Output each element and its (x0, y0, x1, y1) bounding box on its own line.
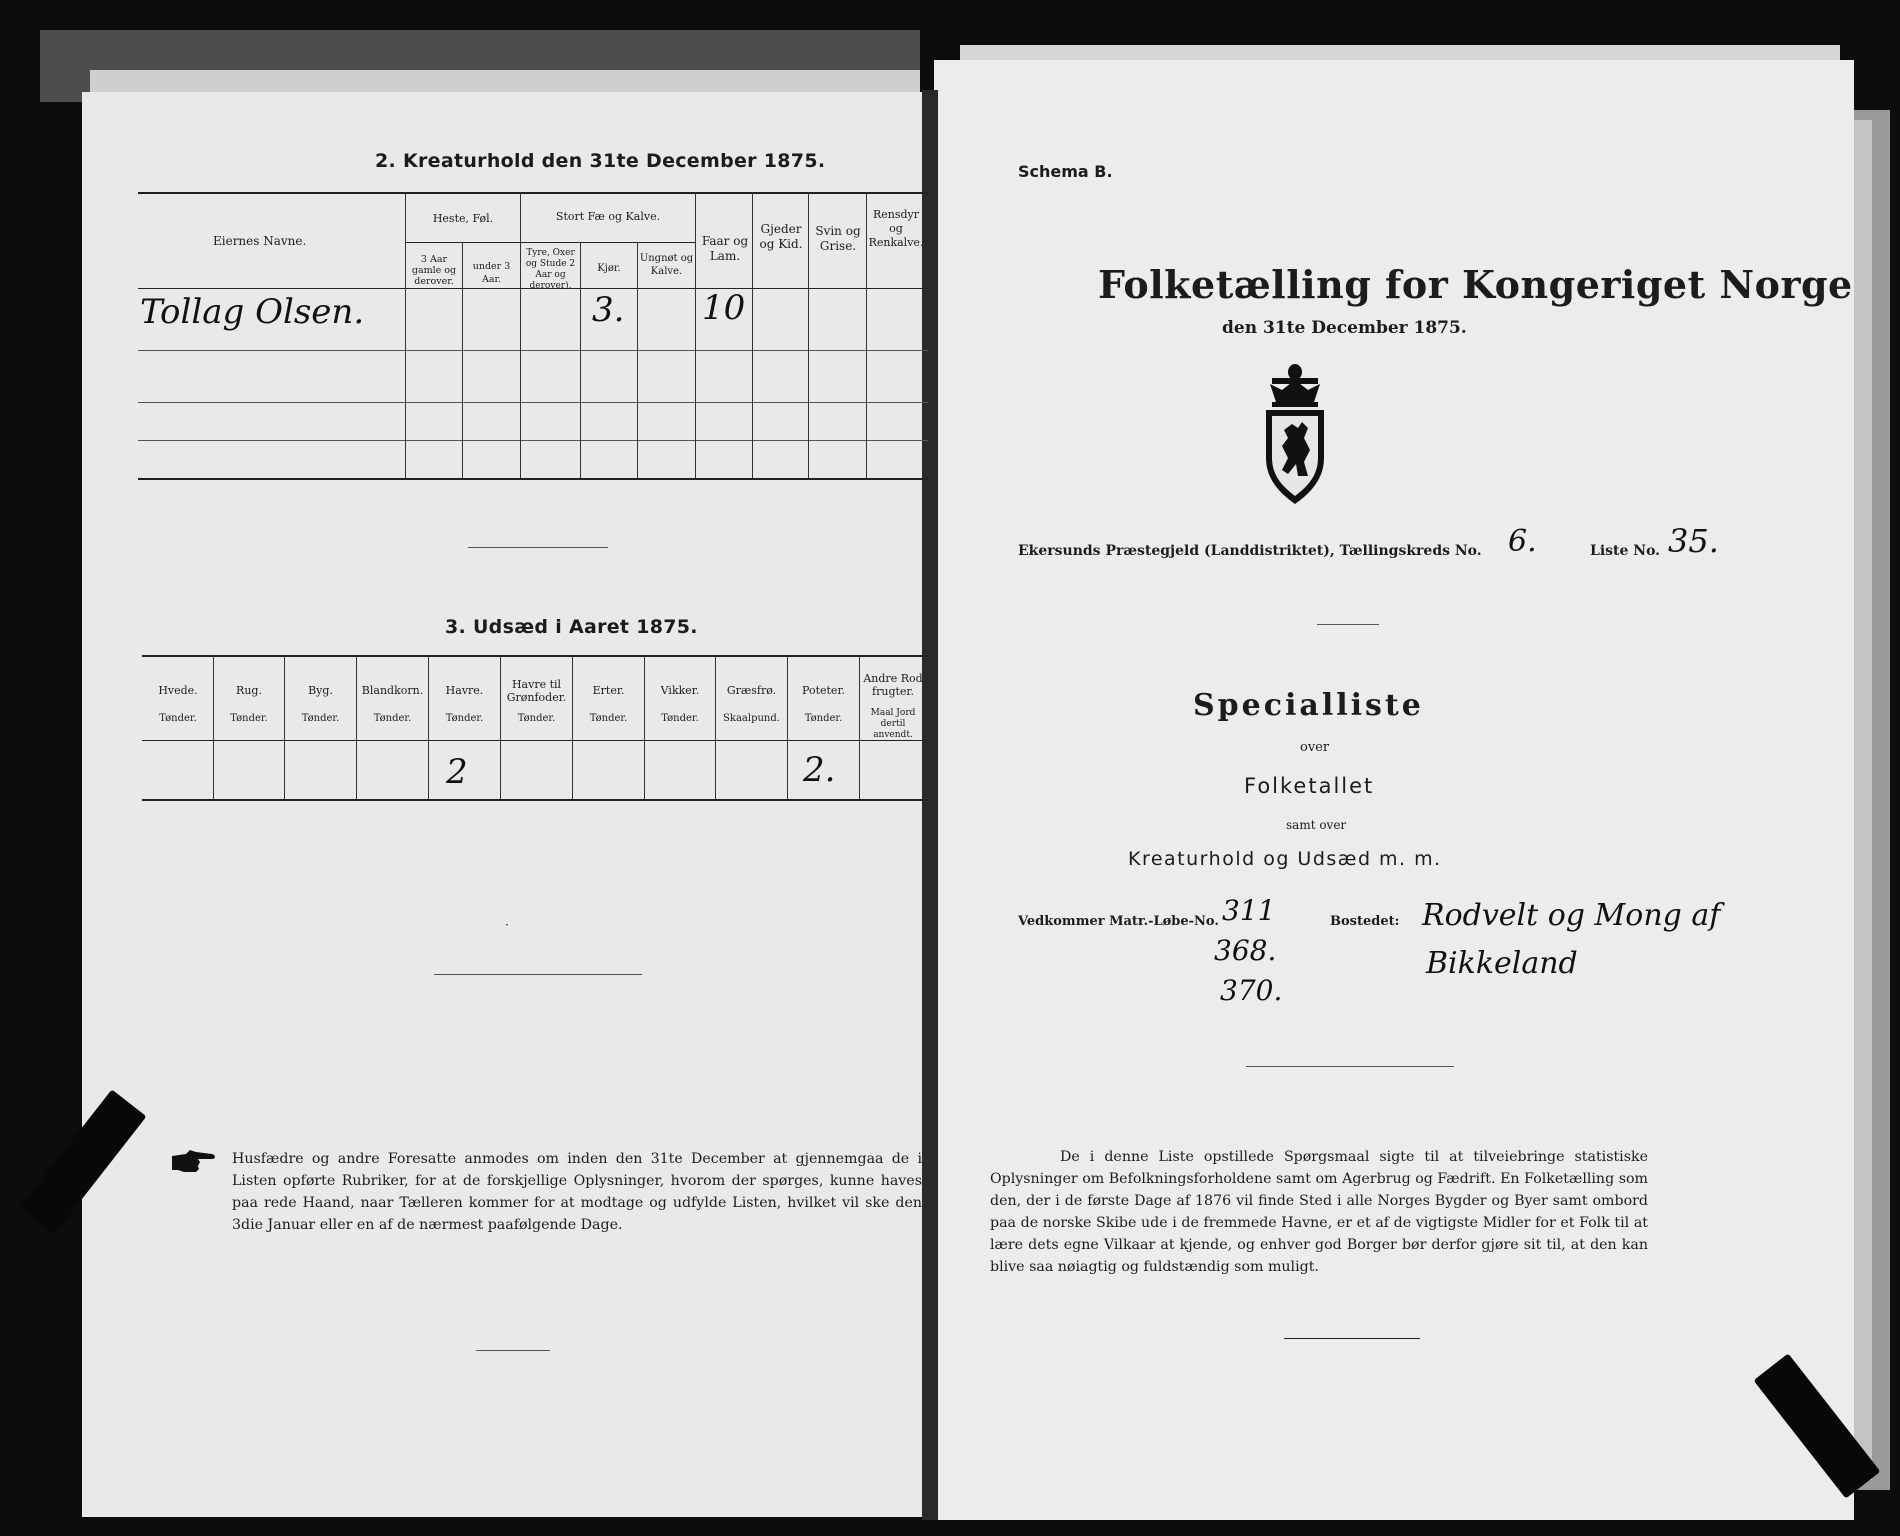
separator-rule (1284, 1338, 1420, 1339)
group-heste-header: Heste, Føl. (432, 212, 494, 225)
stacked-pages-right-inner (1852, 120, 1872, 1480)
folketallet-label: Folketallet (1244, 774, 1375, 798)
col-andre-unit: Maal Jord dertil anvendt. (870, 708, 916, 740)
col-erter-unit: Tønder. (589, 713, 628, 724)
col-graesfro-header: Græsfrø. (726, 684, 777, 697)
table3-col-line (428, 655, 429, 799)
col-ungnot-header: Ungnøt og Kalve. (639, 253, 694, 277)
handwritten-matr-number-3: 370. (1220, 974, 1283, 1007)
table3-top-rule (142, 655, 928, 657)
group-stort-header: Stort Fæ og Kalve. (555, 210, 661, 223)
table3-header-rule (142, 740, 928, 741)
col-erter-header: Erter. (592, 684, 625, 697)
section2-title: 2. Kreaturhold den 31te December 1875. (375, 150, 826, 172)
parish-label: Ekersunds Præstegjeld (Landdistriktet), Tællingskreds No. (1018, 543, 1482, 559)
table3-col-line (572, 655, 573, 799)
col-rug-unit: Tønder. (230, 713, 268, 724)
handwritten-havre-amount: 2 (446, 752, 468, 792)
table3-col-line (213, 655, 214, 799)
col-havre-gron-header: Havre til Grønfoder. (506, 678, 567, 704)
col-kjor-header: Kjør. (597, 263, 621, 274)
handwritten-liste-number: 35. (1668, 522, 1719, 560)
table2-col-line (520, 192, 521, 478)
col-blandkorn-header: Blandkorn. (361, 684, 424, 697)
bosted-label: Bostedet: (1330, 914, 1400, 929)
handwritten-faar-count: 10 (702, 288, 746, 328)
col-vikker-unit: Tønder. (661, 713, 699, 724)
pointing-hand-icon (170, 1148, 218, 1176)
col-heste-old-header: 3 Aar gamle og derover. (411, 254, 457, 287)
handwritten-bosted-line1: Rodvelt og Mong af (1422, 898, 1721, 933)
table3-bottom-rule (142, 799, 928, 801)
schema-label: Schema B. (1018, 162, 1113, 181)
table2-col-line (808, 192, 809, 478)
liste-label: Liste No. (1590, 543, 1661, 559)
table2-col-line (580, 242, 581, 478)
col-gjeder-header: Gjeder og Kid. (759, 222, 803, 251)
col-heste-young-header: under 3 Aar. (472, 261, 511, 285)
table2-col-line (405, 192, 406, 478)
over-label: over (1300, 740, 1330, 755)
col-graesfro-unit: Skaalpund. (723, 713, 780, 724)
book-spine (922, 90, 938, 1520)
handwritten-poteter-amount: 2. (803, 750, 836, 790)
table3-col-line (644, 655, 645, 799)
samt-over-label: samt over (1286, 818, 1347, 832)
specialliste-heading: Specialliste (1193, 688, 1424, 723)
table2-col-line (752, 192, 753, 478)
col-blandkorn-unit: Tønder. (373, 713, 412, 724)
table2-bottom-rule (138, 478, 928, 480)
col-tyre-header: Tyre, Oxer og Stude 2 Aar og derover). (525, 248, 576, 291)
handwritten-matr-number-1: 311 (1222, 894, 1276, 927)
handwritten-matr-number-2: 368. (1214, 934, 1277, 967)
table2-row-rule-1 (138, 350, 928, 351)
document-date: den 31te December 1875. (1222, 318, 1467, 338)
col-havre-header: Havre. (445, 684, 484, 697)
col-byg-header: Byg. (308, 684, 333, 697)
handwritten-kreds-number: 6. (1508, 524, 1537, 559)
notice-paragraph: Husfædre og andre Foresatte anmodes om inden den 31te December at gjennemgaa de i Listen opførte Rubriker, for at de forskjellige Oplysninger, hvorom der spørges, kunne haves paa rede Haand, naar Tælleren kommer for at modtage og udfylde Listen, hvilket vil ske den 3die Januar eller en af de nærmest paafølgende Dage. (232, 1151, 922, 1233)
col-vikker-header: Vikker. (660, 684, 700, 697)
table3-col-line (500, 655, 501, 799)
handwritten-owner-name: Tollag Olsen. (140, 292, 365, 332)
table3-col-line (715, 655, 716, 799)
info-paragraph: De i denne Liste opstillede Spørgsmaal sigte til at tilveiebringe statistiske Oplysninger om Befolkningsforholdene samt om Agerbrug og Fædrift. En Folketælling som den, der i de første Dage af 1876 vil finde Sted i alle Norges Bygder og Byer samt ombord paa de norske Skibe ude i de fremmede Havne, er et af de vigtigste Midler for et Folk til at lære dets egne Vilkaar at kjende, og enhver god Borger bør derfor gjøre sit til, at den kan blive saa nøiagtig og fuldstændig som muligt. (990, 1149, 1648, 1275)
col-hvede-unit: Tønder. (159, 713, 197, 724)
stort-group-rule (520, 242, 695, 243)
separator-rule (1246, 1066, 1454, 1067)
col-faar-header: Faar og Lam. (701, 234, 749, 263)
col-andre-header: Andre Rod frugter. (863, 672, 923, 698)
table3-col-line (787, 655, 788, 799)
col-owner-header: Eiernes Navne. (213, 234, 307, 248)
separator-rule (468, 547, 608, 548)
matr-label: Vedkommer Matr.-Løbe-No. (1018, 914, 1219, 929)
table2-col-line (695, 192, 696, 478)
table2-top-rule (138, 192, 928, 194)
col-poteter-header: Poteter. (802, 684, 845, 697)
separator-rule (1317, 624, 1379, 625)
col-byg-unit: Tønder. (301, 713, 340, 724)
separator-rule (434, 974, 642, 975)
separator-rule (476, 1350, 550, 1351)
table3-col-line (284, 655, 285, 799)
section3-title: 3. Udsæd i Aaret 1875. (445, 616, 698, 638)
table3-col-line (356, 655, 357, 799)
table2-row-rule-2 (138, 402, 928, 403)
col-havre-gron-unit: Tønder. (517, 713, 556, 724)
table2-row-rule-3 (138, 440, 928, 441)
col-hvede-header: Hvede. (158, 684, 198, 697)
norway-coat-of-arms-icon (1262, 358, 1328, 506)
col-rug-header: Rug. (236, 684, 262, 697)
document-title: Folketælling for Kongeriget Norge (1098, 262, 1853, 307)
handwritten-kjor-count: 3. (592, 290, 625, 330)
handwritten-bosted-line2: Bikkeland (1426, 946, 1578, 981)
col-poteter-unit: Tønder. (804, 713, 843, 724)
col-svin-header: Svin og Grise. (815, 224, 861, 253)
stray-dot: · (505, 918, 509, 932)
kreaturhold-label: Kreaturhold og Udsæd m. m. (1128, 848, 1442, 870)
col-rensdyr-header: Rensdyr og Renkalve. (868, 208, 924, 249)
col-havre-unit: Tønder. (445, 713, 484, 724)
